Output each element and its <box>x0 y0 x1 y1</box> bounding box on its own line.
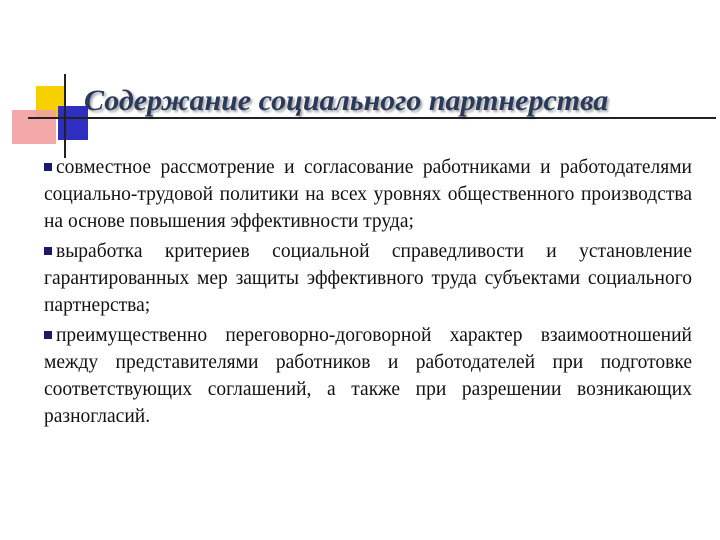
list-item-text: преимущественно переговорно-договорной характер взаимоотношений между представителями работников и работодателей при подготовке соответствующих соглашений, а также при разрешении возникающих разногласий. <box>44 325 692 427</box>
list-item-text: выработка критериев социальной справедливости и установление гарантированных мер защиты эффективного труда субъектами социального партнерства; <box>44 241 692 316</box>
list-item-text: совместное рассмотрение и согласование работниками и работодателями социально-трудовой политики на всех уровнях общественного производства на основе повышения эффективности труда; <box>44 157 692 232</box>
list-item <box>44 322 692 430</box>
bullet-list <box>44 154 692 433</box>
slide-title: Содержание социального партнерства <box>84 84 609 117</box>
list-item <box>44 238 692 319</box>
square-bullet-icon <box>44 163 52 171</box>
list-item <box>44 154 692 235</box>
square-bullet-icon <box>44 331 52 339</box>
decor-red-square <box>12 110 56 144</box>
decor-vertical-line <box>64 74 66 158</box>
square-bullet-icon <box>44 247 52 255</box>
